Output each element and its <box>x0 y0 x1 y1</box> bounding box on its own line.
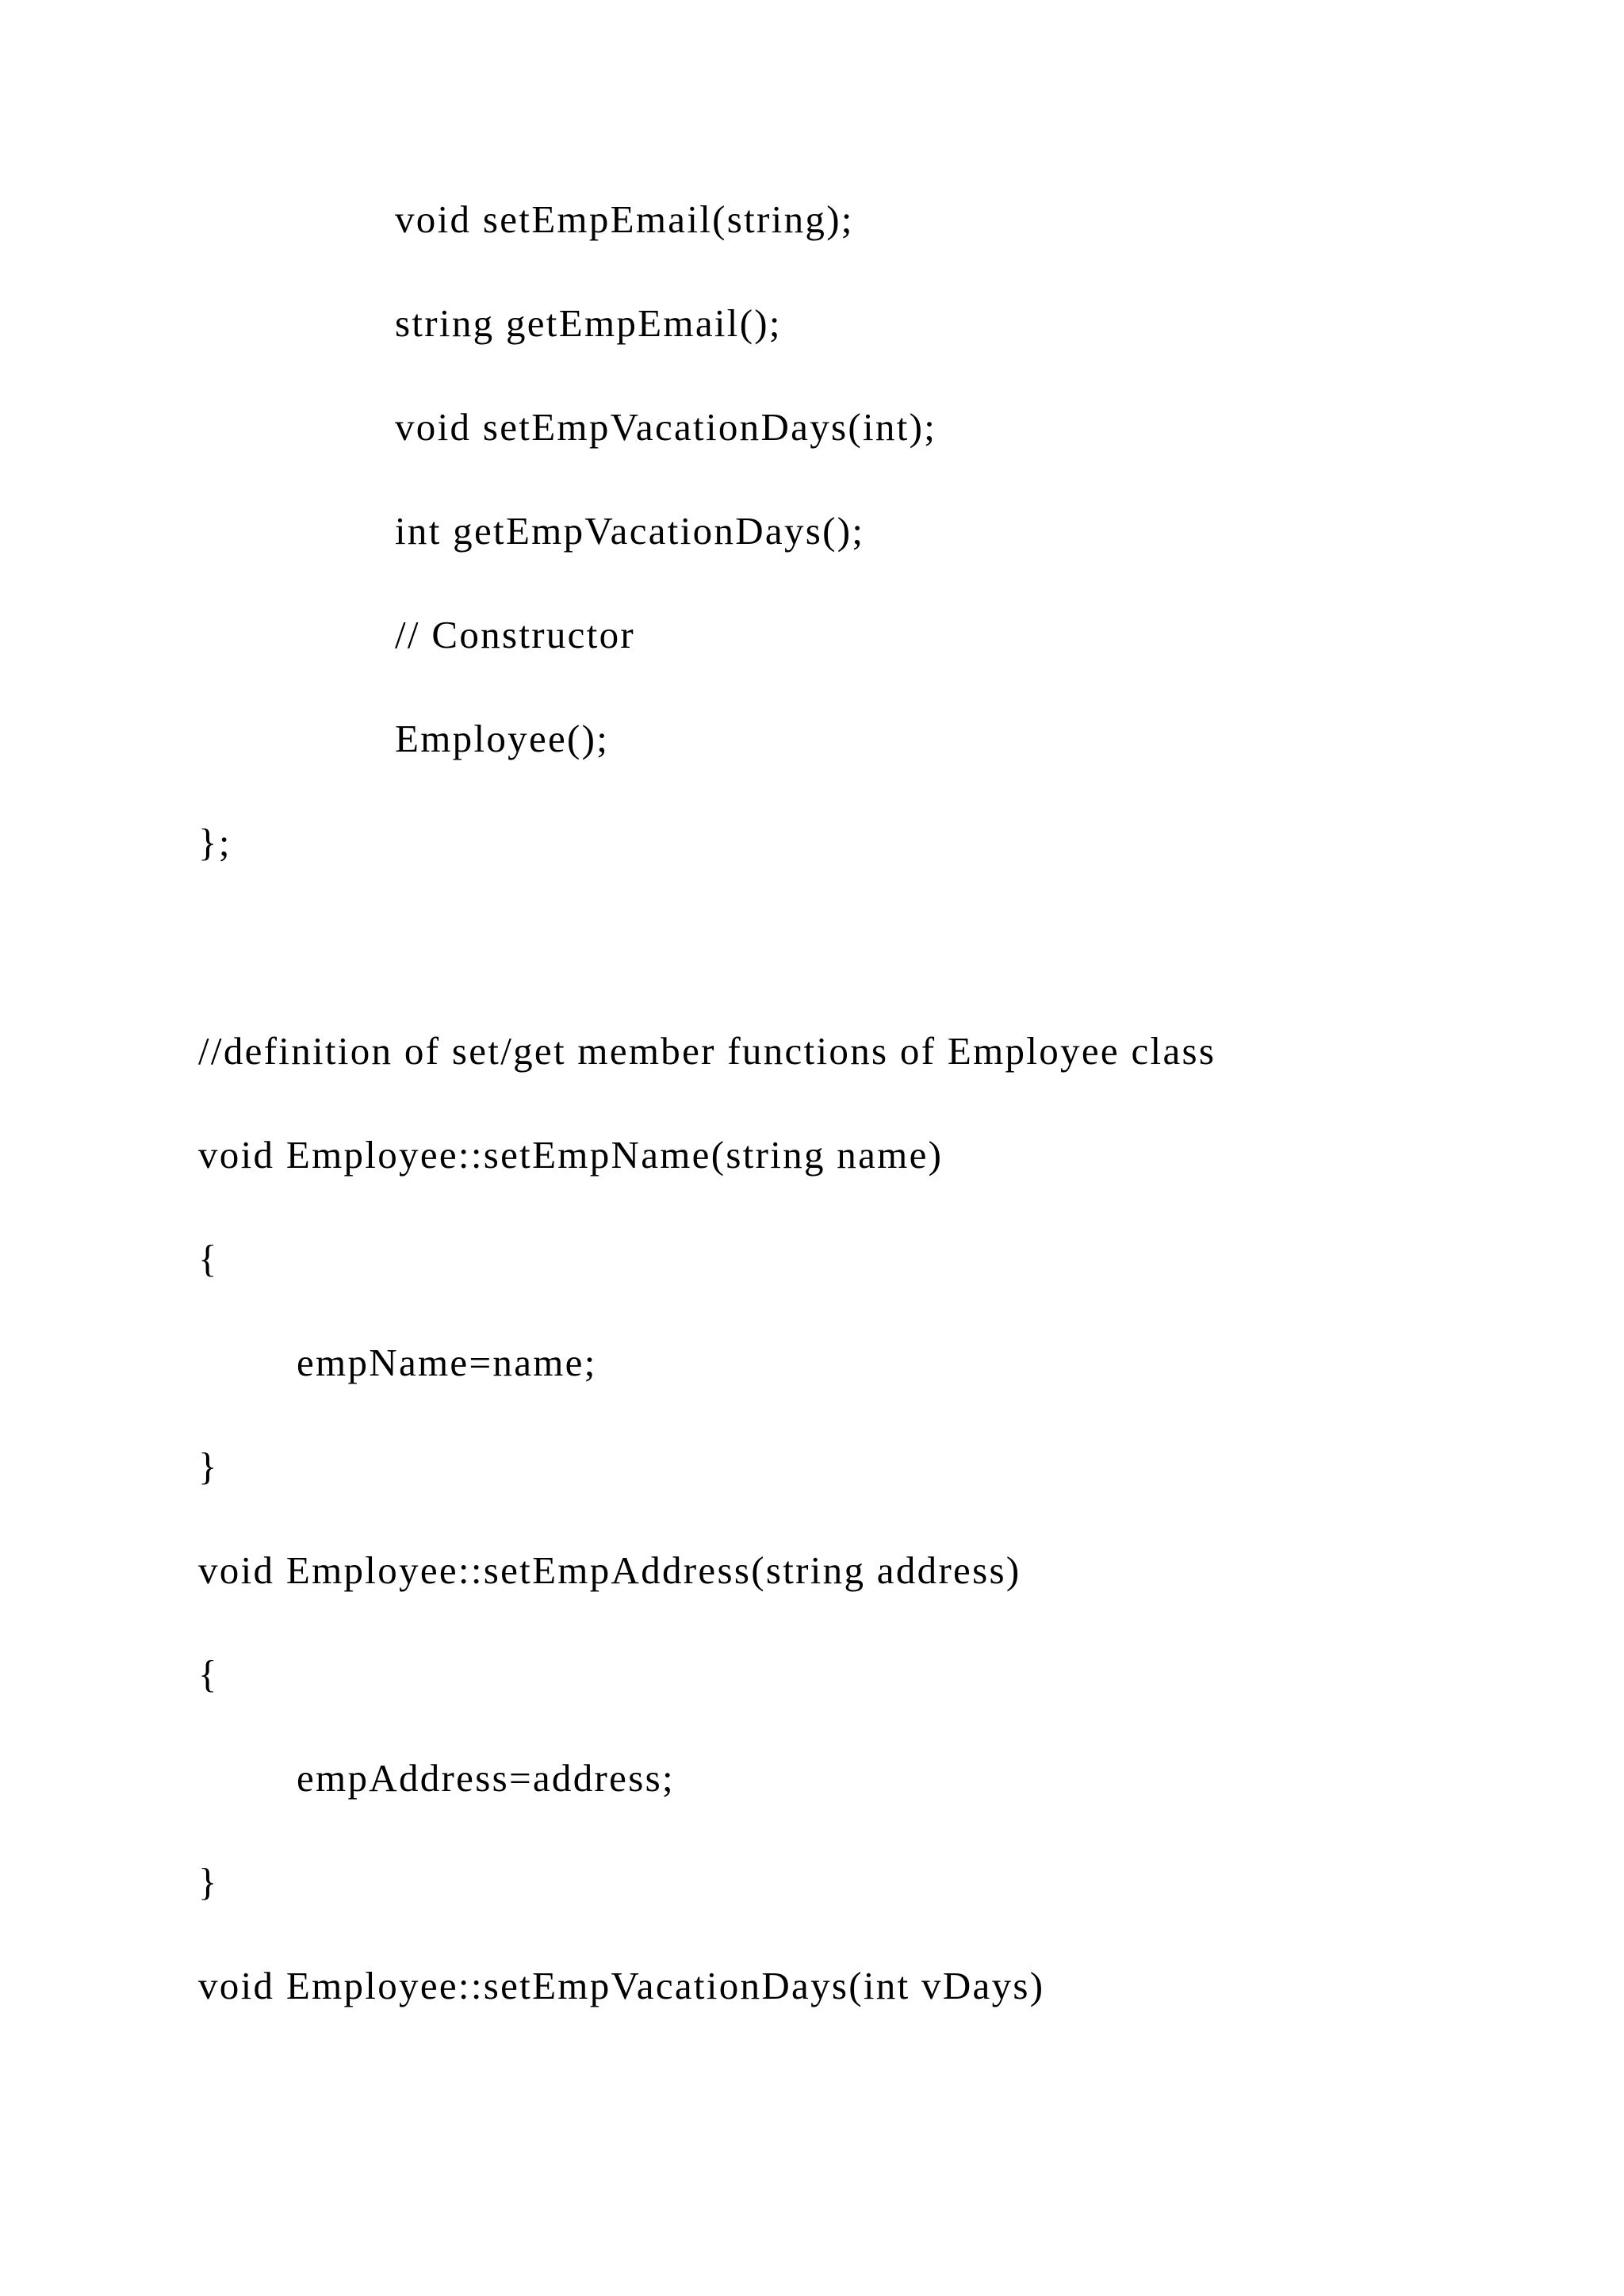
code-line-get-emp-vacation-days-decl: int getEmpVacationDays(); <box>395 509 865 553</box>
code-line-set-emp-name-def: void Employee::setEmpName(string name) <box>198 1133 944 1177</box>
code-line-get-emp-email-decl: string getEmpEmail(); <box>395 301 782 345</box>
code-line-class-close: }; <box>198 821 232 864</box>
code-line-close-brace: } <box>198 1860 219 1904</box>
code-line-open-brace: { <box>198 1652 219 1696</box>
code-line-constructor-decl: Employee(); <box>395 717 610 760</box>
code-line-close-brace: } <box>198 1445 219 1488</box>
code-line-open-brace: { <box>198 1237 219 1280</box>
code-line-set-emp-email-decl: void setEmpEmail(string); <box>395 197 854 241</box>
code-line-emp-address-assign: empAddress=address; <box>297 1756 675 1800</box>
code-comment-constructor: // Constructor <box>395 613 636 656</box>
code-comment-definitions: //definition of set/get member functions of Employee class <box>198 1029 1216 1073</box>
code-line-set-emp-address-def: void Employee::setEmpAddress(string address) <box>198 1548 1021 1592</box>
code-line-emp-name-assign: empName=name; <box>297 1341 597 1384</box>
code-line-set-emp-vacation-days-def: void Employee::setEmpVacationDays(int vDays) <box>198 1964 1045 2007</box>
code-line-set-emp-vacation-days-decl: void setEmpVacationDays(int); <box>395 405 937 449</box>
